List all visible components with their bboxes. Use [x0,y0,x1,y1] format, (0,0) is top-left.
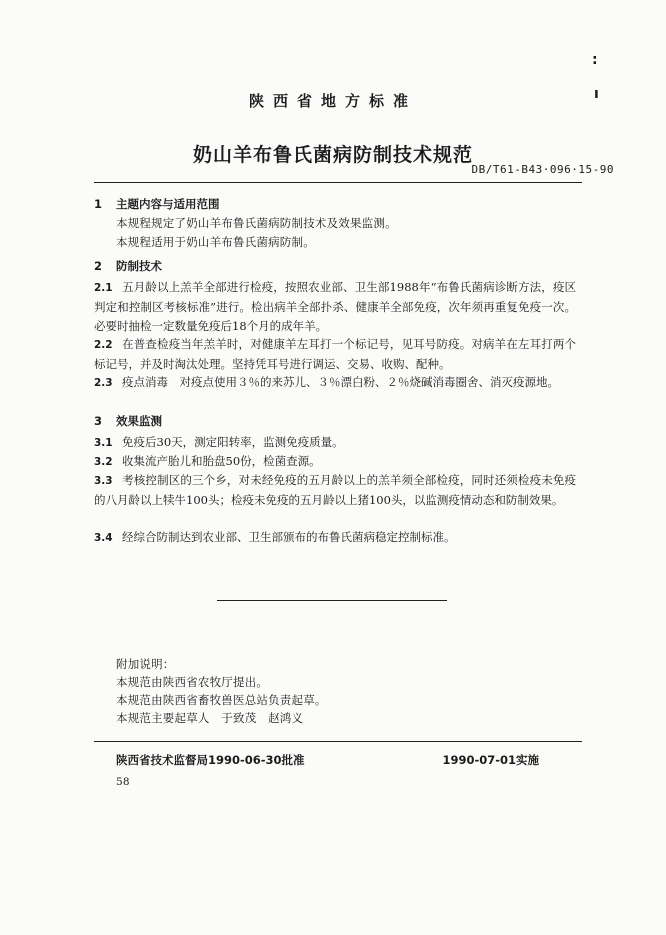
clause-3-2 [94,452,576,472]
section-title: 主题内容与适用范围 [116,197,220,211]
notes-line-3: 本规范主要起草人 于致茂 赵鸿义 [116,711,304,725]
section-3-heading [94,413,162,429]
clause-3-3 [94,471,576,510]
notes-line-2: 本规范由陕西省畜牧兽医总站负责起草。 [116,693,327,707]
clause-text: 在普查检疫当年羔羊时，对健康羊左耳打一个标记号，见耳号防疫。对病羊在左耳打两个标记号，并及时淘汰处理。坚持凭耳号进行调运、交易、收购、配种。 [94,337,576,371]
clause-text: 五月龄以上羔羊全部进行检疫，按照农业部、卫生部1988年“布鲁氏菌病诊断方法，疫区判定和控制区考核标准”进行。检出病羊全部扑杀、健康羊全部免疫，次年须再重复免疫一次。必要时抽检一定数量免疫后18个月的成年羊。 [94,280,576,333]
clause-number: 2.1 [94,282,113,294]
clause-2-2 [94,335,576,374]
document-code: DB/T61-B43·096·15-90 [471,163,614,176]
section-2-heading [94,258,162,274]
clause-3-4 [94,528,576,548]
clause-text: 考核控制区的三个乡，对未经免疫的五月龄以上的羔羊须全部检疫，同时还须检疫未免疫的八月龄以上犊牛100头；检疫未免疫的五月龄以上猪100头，以监测疫情动态和防制效果。 [94,473,576,507]
section-number: 1 [94,197,103,211]
section-1-line-1: 本规程规定了奶山羊布鲁氏菌病防制技术及效果监测。 [116,216,397,230]
section-title: 防制技术 [116,259,162,273]
issuing-authority: 陕西省地方标准 [248,92,417,110]
title-rule [94,182,582,183]
clause-text: 免疫后30天，测定阳转率，监测免疫质量。 [122,435,344,449]
notes-line-1: 本规范由陕西省农牧厅提出。 [116,675,269,689]
page-number: 58 [116,776,130,788]
clause-number: 2.2 [94,339,113,351]
section-title: 效果监测 [116,414,162,428]
document-title: 奶山羊布鲁氏菌病防制技术规范 [192,144,473,166]
clause-number: 2.3 [94,377,113,389]
footer-rule [94,741,582,742]
end-rule [217,600,447,601]
approval-line: 陕西省技术监督局1990-06-30批准 [116,753,305,767]
clause-3-1 [94,433,576,453]
clause-2-3 [94,373,576,393]
clause-text: 收集流产胎儿和胎盘50份，检菌查源。 [122,454,321,468]
scan-mark: : [592,52,598,68]
clause-number: 3.3 [94,475,113,487]
scan-mark-2: ı [594,86,599,102]
clause-number: 3.2 [94,456,113,468]
clause-number: 3.4 [94,532,113,544]
clause-text: 经综合防制达到农业部、卫生部颁布的布鲁氏菌病稳定控制标准。 [122,530,456,544]
clause-2-1 [94,278,576,336]
section-1-line-2: 本规程适用于奶山羊布鲁氏菌病防制。 [116,235,315,249]
section-number: 2 [94,259,103,273]
clause-text: 疫点消毒 对疫点使用３％的来苏儿、３％漂白粉、２％烧碱消毒圈舍、消灭疫源地。 [122,375,559,389]
implementation-line: 1990-07-01实施 [442,753,539,767]
clause-number: 3.1 [94,437,113,449]
notes-heading: 附加说明： [116,657,175,671]
section-1-heading [94,196,220,212]
section-number: 3 [94,414,103,428]
